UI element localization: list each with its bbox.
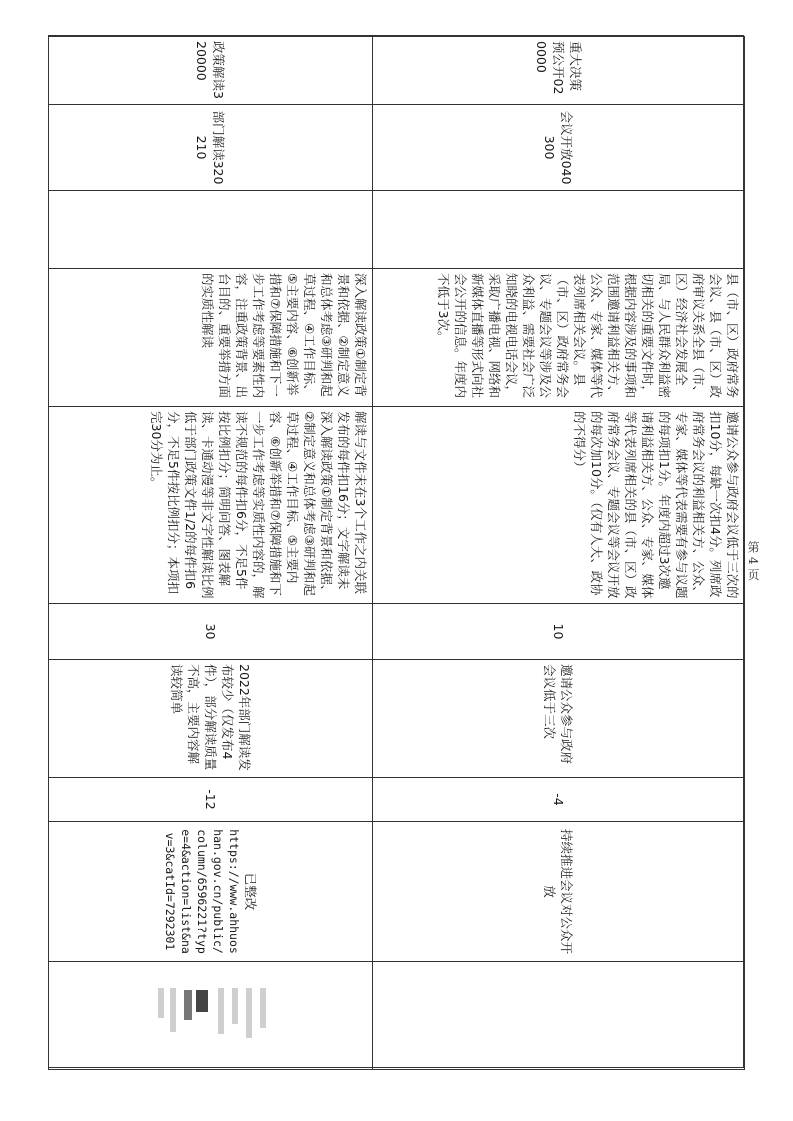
points-cell: 30 — [49, 604, 373, 660]
rectification-cell: 持续推进会议对公众开放 — [373, 822, 745, 962]
evidence-cell — [373, 962, 745, 1070]
level1-indicator: 重大决策预公开020000 — [373, 37, 745, 105]
scope-cell — [373, 191, 745, 269]
assessment-table — [48, 36, 745, 1070]
assessment-table-frame — [48, 35, 744, 1068]
rotated-table-container — [49, 36, 745, 1069]
deduct-cell: -12 — [49, 778, 373, 822]
standard-cell: 邀请公众参与政府会议低于三次的扣10分，每缺一次扣4分。列席政府常务会议的利益相关方、公众、专家、媒体等代表需要有参与议题的每项扣1分。年度内超过3次邀请利益相关方、公众、专家、媒体等代表列席相关的县（市、区）政府常务会议、专题会议等会议开放的每次加10分。（仅有人大、政协的不得分） — [373, 407, 745, 604]
table-row — [49, 37, 373, 1070]
evidence-screenshot-thumbnail — [153, 988, 273, 1044]
scope-cell — [49, 191, 373, 269]
requirement-cell: 县（市、区）政府常务会议、县（市、区）政府审议关系全县（市、区）经济社会发展全局、与人民群众利益密切相关的重要文件时，根据内容涉及的事项和范围邀请利益相关方、公众、专家、媒体等代表列席相关会议。县（市、区）政府常务会议、专题会议等涉及公众利益、需要社会广泛知晓的电视电话会议，采取广播电视、网络和新媒体直播等形式向社会公开的信息。年度内不低于3次。 — [373, 269, 745, 407]
rectification-url[interactable]: https://www.ahhuoshan.gov.cn/public/column/6596221?type=4&action=list&nav=3&catId=7292301 — [163, 829, 241, 954]
table-row — [373, 37, 745, 1070]
evidence-cell — [49, 962, 373, 1070]
deduct-cell: -4 — [373, 778, 745, 822]
level1-indicator: 政策解读320000 — [49, 37, 373, 105]
level2-indicator: 部门解读320210 — [49, 105, 373, 191]
requirement-cell: 深入解读政策①制定背景和依据、②制定意义和总体考虑③研判和起草过程、④工作目标、⑤主要内容、⑥创新举措和⑦保障措施和下一步工作考虑等要素性内容，注重政策背景、出台目的、重要举措方面的实质性解读 — [49, 269, 373, 407]
level2-indicator: 会议开放040300 — [373, 105, 745, 191]
problem-cell: 2022年部门解读发布较少（仅发布4件），部分解读质量不高，主要内容解读较简单 — [49, 660, 373, 778]
rectification-status: 已整改 — [243, 872, 258, 911]
rectification-cell — [49, 822, 373, 962]
points-cell: 10 — [373, 604, 745, 660]
problem-cell: 邀请公众参与政府会议低于三次 — [373, 660, 745, 778]
standard-cell: 解读与文件未在3个工作之内关联发布的每件扣16分；文字解读未深入解读政策①制定背景和依据、②制定意义和总体考虑③研判和起草过程、④工作目标、⑤主要内容、⑥创新举措和⑦保障措施和下一步工作考虑等实质性内容的，解读不规范的每件扣6分，不足5件按比例扣分；简明问答、图表解读、卡通动漫等非文字性解读比例低于部门政策文件1/2的每件扣6分，不足5件按比例扣分；本项扣完30分为止。 — [49, 407, 373, 604]
page-number: 第 4 页 — [746, 541, 760, 581]
